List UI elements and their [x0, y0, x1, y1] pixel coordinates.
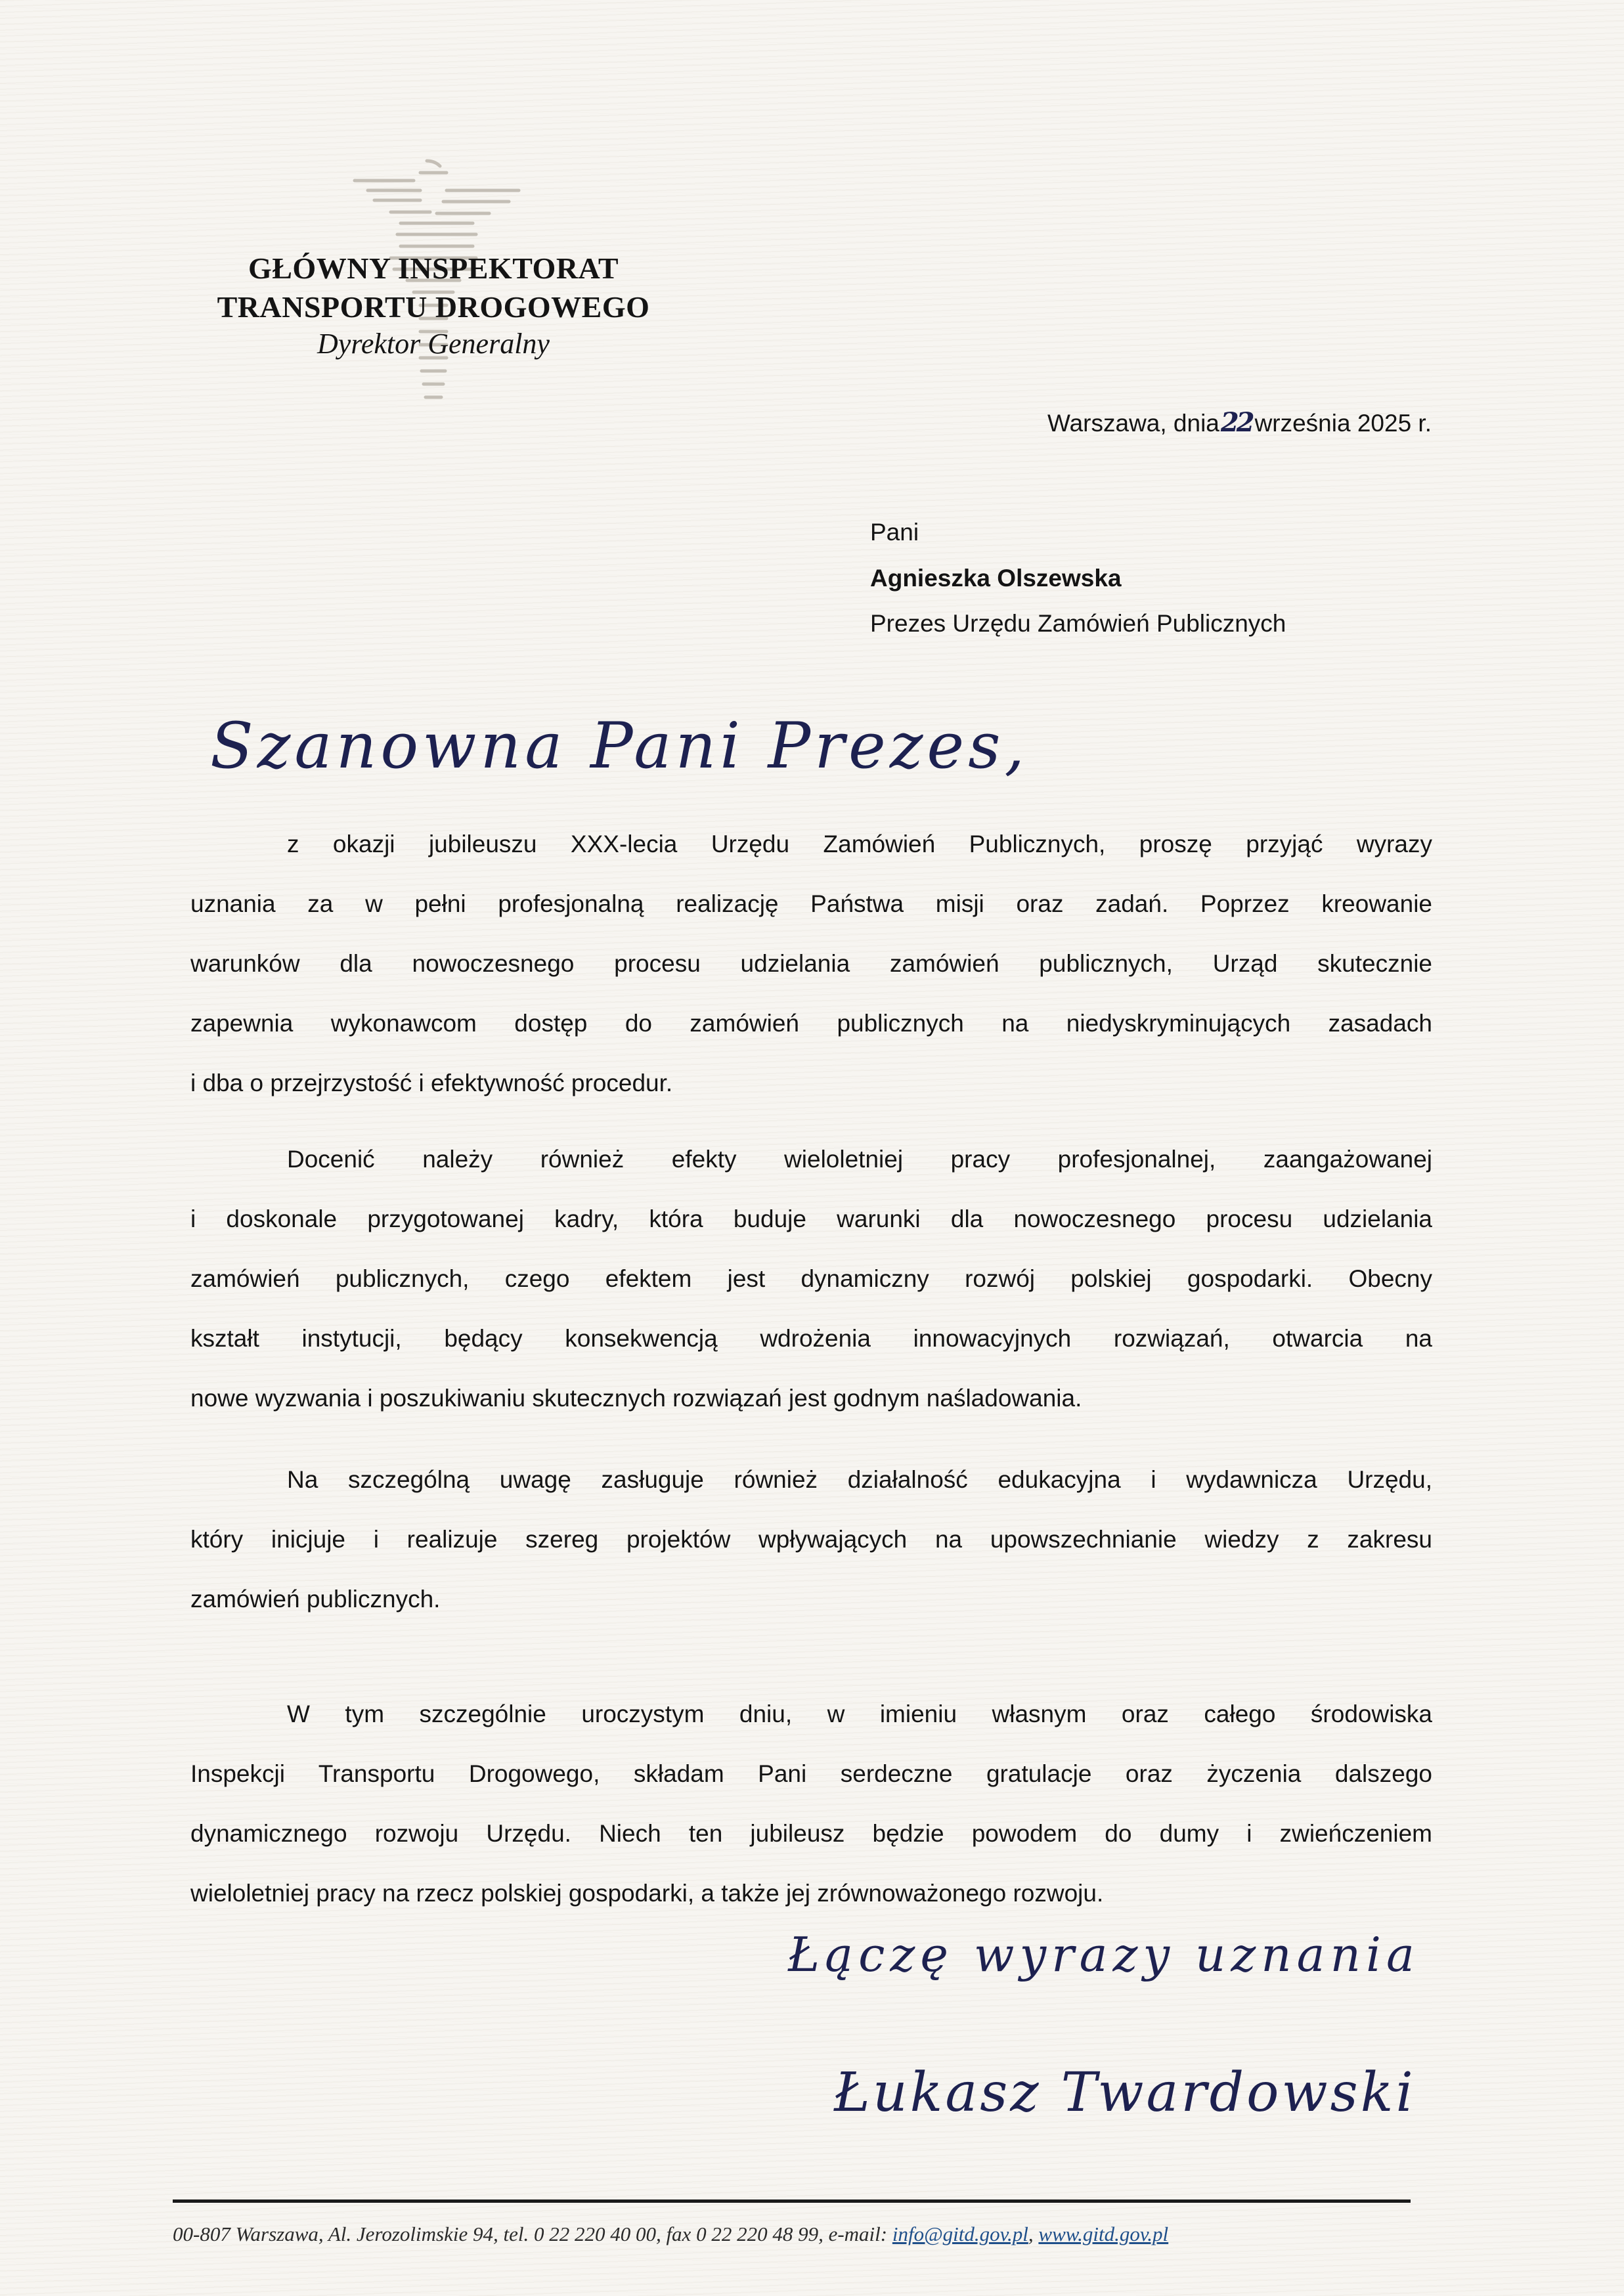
body-line: zamówień publicznych, czego efektem jest dynamiczny rozwój polskiej gospodarki. Obecny — [190, 1265, 1432, 1292]
handwritten-greeting: Szanowna Pani Prezes, — [210, 709, 1028, 783]
recipient-title: Prezes Urzędu Zamówień Publicznych — [870, 610, 1286, 637]
body-line: W tym szczególnie uroczystym dniu, w imieniu własnym oraz całego środowiska — [287, 1700, 1432, 1727]
letterhead-institution-line1: GŁÓWNY INSPEKTORAT — [248, 251, 619, 285]
date-suffix: września 2025 r. — [1254, 410, 1432, 437]
handwritten-signature: Łukasz Twardowski — [834, 2062, 1416, 2124]
body-line: wieloletniej pracy na rzecz polskiej gospodarki, a także jej zrównoważonego rozwoju. — [190, 1880, 1104, 1907]
body-line: i doskonale przygotowanej kadry, która buduje warunki dla nowoczesnego procesu udzielania — [190, 1205, 1432, 1232]
body-line: uznania za w pełni profesjonalną realizację Państwa misji oraz zadań. Poprzez kreowanie — [190, 890, 1432, 917]
letterhead-position: Dyrektor Generalny — [317, 328, 550, 360]
body-line: zapewnia wykonawcom dostęp do zamówień publicznych na niedyskryminujących zasadach — [190, 1010, 1432, 1037]
body-line: Na szczególną uwagę zasługuje również działalność edukacyjna i wydawnicza Urzędu, — [287, 1466, 1432, 1493]
handwritten-closing: Łączę wyrazy uznania — [788, 1927, 1420, 1982]
body-line: warunków dla nowoczesnego procesu udzielania zamówień publicznych, Urząd skutecznie — [190, 950, 1432, 977]
letterhead-institution-line2: TRANSPORTU DROGOWEGO — [217, 290, 650, 324]
body-line: i dba o przejrzystość i efektywność procedur. — [190, 1070, 673, 1096]
footer-address: 00-807 Warszawa, Al. Jerozolimskie 94, tel. 0 22 220 40 00, fax 0 22 220 48 99, e-mail: — [173, 2222, 888, 2245]
body-line: zamówień publicznych. — [190, 1586, 441, 1613]
body-line: Docenić należy również efekty wieloletniej pracy profesjonalnej, zaangażowanej — [287, 1146, 1432, 1173]
body-line: kształt instytucji, będący konsekwencją wdrożenia innowacyjnych rozwiązań, otwarcia na — [190, 1325, 1432, 1352]
date-day-handwritten: 22 — [1220, 407, 1252, 438]
footer-divider — [173, 2199, 1411, 2203]
footer-contact: 00-807 Warszawa, Al. Jerozolimskie 94, tel. 0 22 220 40 00, fax 0 22 220 48 99, e-mail: info@gitd.gov.pl, www.gitd.gov.pl — [173, 2222, 1169, 2245]
footer-email-link[interactable]: info@gitd.gov.pl — [892, 2222, 1028, 2245]
recipient-name: Agnieszka Olszewska — [870, 565, 1122, 592]
recipient-salutation: Pani — [870, 519, 919, 546]
date-prefix: Warszawa, dnia — [1047, 410, 1219, 437]
letter-date — [1047, 407, 1432, 438]
body-line: nowe wyzwania i poszukiwaniu skutecznych rozwiązań jest godnym naśladowania. — [190, 1385, 1082, 1412]
body-line: z okazji jubileuszu XXX-lecia Urzędu Zamówień Publicznych, proszę przyjąć wyrazy — [287, 831, 1432, 857]
footer-website-link[interactable]: www.gitd.gov.pl — [1038, 2222, 1169, 2245]
body-line: który inicjuje i realizuje szereg projektów wpływających na upowszechnianie wiedzy z zakresu — [190, 1526, 1432, 1553]
body-line: Inspekcji Transportu Drogowego, składam Pani serdeczne gratulacje oraz życzenia dalszego — [190, 1760, 1432, 1787]
body-line: dynamicznego rozwoju Urzędu. Niech ten jubileusz będzie powodem do dumy i zwieńczeniem — [190, 1820, 1432, 1847]
